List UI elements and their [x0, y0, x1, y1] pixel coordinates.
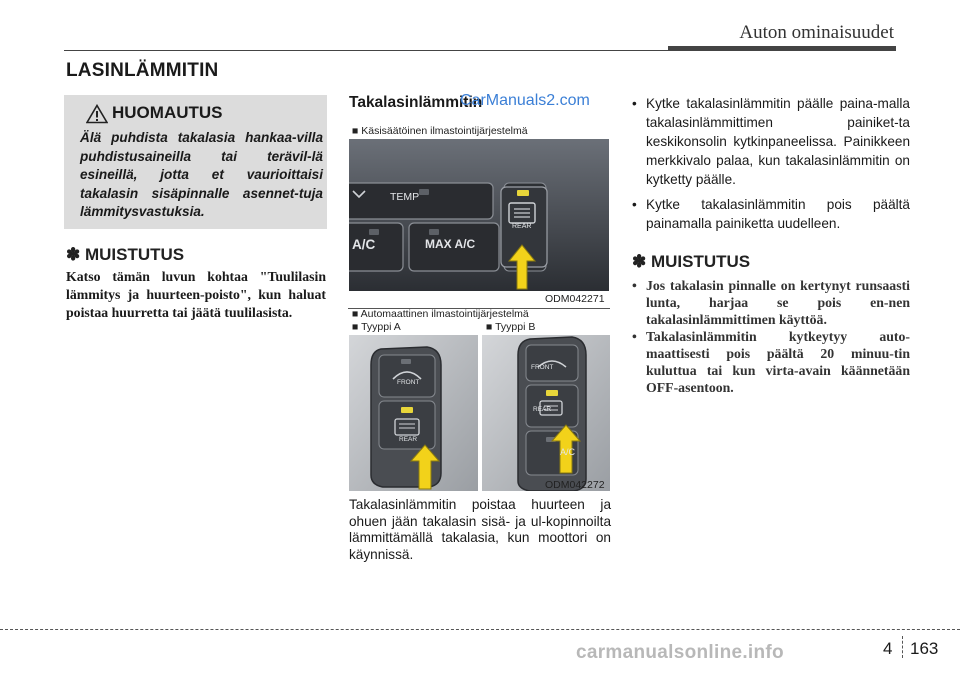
list-item-text: Jos takalasin pinnalle on kertynyt runsaasti lunta, harjaa se pois en-nen takalasinlämmittimen käyttöä. — [646, 278, 910, 327]
temp-button-label: TEMP — [390, 191, 420, 203]
figure1-photo — [349, 139, 609, 291]
header-rule — [64, 50, 668, 51]
note-text: Katso tämän luvun kohtaa "Tuulilasin lämmitys ja huurteen-poisto", kun haluat poistaa huurretta tai jäätä tuulilasista. — [66, 269, 326, 320]
body-paragraph: Takalasinlämmitin poistaa huurteen ja ohuen jään takalasin sisä- ja ul-kopinnoilta lämmittämällä takalasia, kun moottori on käynnissä. — [349, 497, 611, 562]
watermark-top: CarManuals2.com — [460, 92, 590, 109]
front-button-label: FRONT — [531, 364, 554, 371]
note-title: ✽ MUISTUTUS — [66, 245, 185, 264]
section-title: LASINLÄMMITIN — [66, 60, 219, 81]
max-ac-button-label: MAX A/C — [425, 237, 476, 251]
list-item — [632, 328, 910, 396]
figure1-label: ■ Käsisäätöinen ilmastointijärjestelmä — [352, 125, 528, 137]
warning-triangle-icon — [86, 104, 108, 124]
list-item-text: Kytke takalasinlämmitin päälle paina-malla takalasinlämmittimen painiket-ta keskikonsolin kytkinpaneelissa. Painikkeen merkkivalo palaa, kun takalasinlämmitin on kytketty päälle. — [646, 96, 910, 187]
note-list — [632, 277, 910, 396]
figure2-type-a-label: ■ Tyyppi A — [352, 321, 401, 333]
list-item — [632, 277, 910, 328]
bullet-icon: • — [632, 96, 637, 111]
list-item — [632, 94, 910, 189]
bullet-icon: • — [632, 329, 637, 344]
figure2-code: ODM042272 — [545, 479, 605, 491]
ac-button-label: A/C — [560, 447, 576, 457]
figure2-label: ■ Automaattinen ilmastointijärjestelmä — [352, 308, 529, 320]
header-rule-accent — [668, 46, 896, 51]
footer-rule — [0, 629, 960, 630]
caution-text: Älä puhdista takalasia hankaa-villa puhdistusaineilla tai terävil-lä esineillä, jotta et vaurioittaisi takalasin sisäpinnalle asennet-tuja lämmitysvastuksia. — [80, 130, 323, 219]
rear-button-label: REAR — [533, 406, 552, 413]
caution-title: HUOMAUTUS — [112, 103, 223, 122]
chapter-header-title: Auton ominaisuudet — [739, 22, 894, 43]
bullet-icon: • — [632, 197, 637, 212]
figure2-type-a-photo — [349, 335, 478, 491]
watermark-bottom: carmanualsonline.info — [576, 642, 784, 663]
ac-button-label: A/C — [352, 237, 376, 252]
list-item — [632, 195, 910, 233]
front-button-label: FRONT — [397, 379, 420, 386]
rear-button-label: REAR — [512, 223, 532, 230]
bullet-icon: • — [632, 278, 637, 293]
list-item-text: Kytke takalasinlämmitin pois päältä painamalla painiketta uudelleen. — [646, 197, 910, 231]
note-title: ✽ MUISTUTUS — [632, 252, 751, 271]
page-number-divider — [902, 636, 904, 658]
chapter-number: 4 — [883, 639, 893, 658]
figure2-type-b-photo — [482, 335, 610, 491]
figure2-type-b-label: ■ Tyyppi B — [486, 321, 536, 333]
rear-button-label: REAR — [399, 436, 418, 443]
instruction-list — [632, 94, 910, 239]
figure1-code: ODM042271 — [545, 293, 605, 305]
subsection-heading: Takalasinlämmitin — [349, 94, 483, 111]
list-item-text: Takalasinlämmitin kytkeytyy auto-maattisesti pois päältä 20 minuu-tin kuluttua tai kun virta-avain käännetään OFF-asentoon. — [646, 329, 910, 395]
page-number: 163 — [910, 639, 939, 658]
